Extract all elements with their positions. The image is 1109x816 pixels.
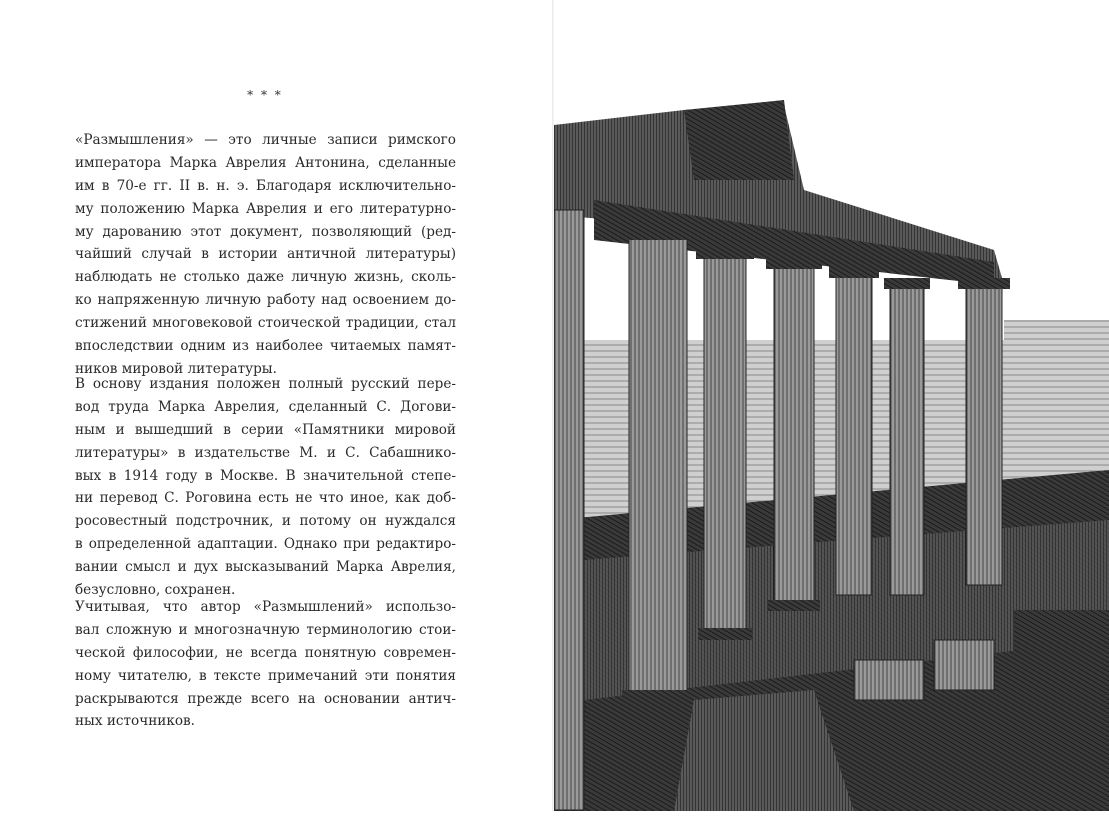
text-line: раскрываются прежде всего на основании антич- [75,690,456,707]
text-line: стижений многовековой стоической традиции, стал [75,315,456,332]
text-line: му положению Марка Аврелия и его литературно- [75,200,456,217]
text-line: чайший случай в истории античной литературы) [75,246,456,263]
paragraph-2 [75,373,456,602]
text-line: ческой философии, не всегда понятную современ- [75,644,456,661]
text-line: императора Марка Аврелия Антонина, сделанные [75,154,456,171]
text-line: ко напряженную личную работу над освоением до- [75,292,456,309]
text-line: им в 70-е гг. II в. н. э. Благодаря исключительно- [75,177,456,194]
text-line: му дарованию этот документ, позволяющий (ред- [75,223,456,240]
text-line: ни перевод С. Роговина есть не что иное, как доб- [75,490,456,507]
text-line: ным и вышедший в серии «Памятники мировой [75,421,456,438]
text-line: Учитывая, что автор «Размышлений» использо- [75,599,456,615]
text-line: безусловно, сохранен. [75,582,236,599]
section-separator: * * * [247,88,283,102]
text-line: росовестный подстрочник, и потому он нуждался [75,513,456,530]
text-line: литературы» в издательстве М. и С. Сабашнико- [75,444,456,461]
text-line: «Размышления» — это личные записи римского [75,132,456,148]
text-line: вал сложную и многозначную терминологию стои- [75,621,456,638]
text-line: впоследствии одним из наиболее читаемых памят- [75,338,456,355]
temple-engraving-image [554,0,1109,811]
text-line: вании смысл и дух высказываний Марка Аврелия, [75,559,456,576]
right-page-illustration [554,0,1109,811]
text-line: ников мировой литературы. [75,360,277,377]
text-line: вых в 1914 году в Москве. В значительной степе- [75,467,456,484]
text-line: вод труда Марка Аврелия, сделанный С. Догови- [75,398,456,415]
text-line: ных источников. [75,713,196,730]
paragraph-1 [75,129,456,381]
paragraph-3 [75,596,456,733]
left-page [0,0,553,811]
text-line: ному читателю, в тексте примечаний эти понятия [75,667,456,684]
text-line: в определенной адаптации. Однако при редактиро- [75,536,456,553]
text-line: В основу издания положен полный русский пере- [75,376,456,392]
text-line: наблюдать не столько даже личную жизнь, сколь- [75,269,456,286]
